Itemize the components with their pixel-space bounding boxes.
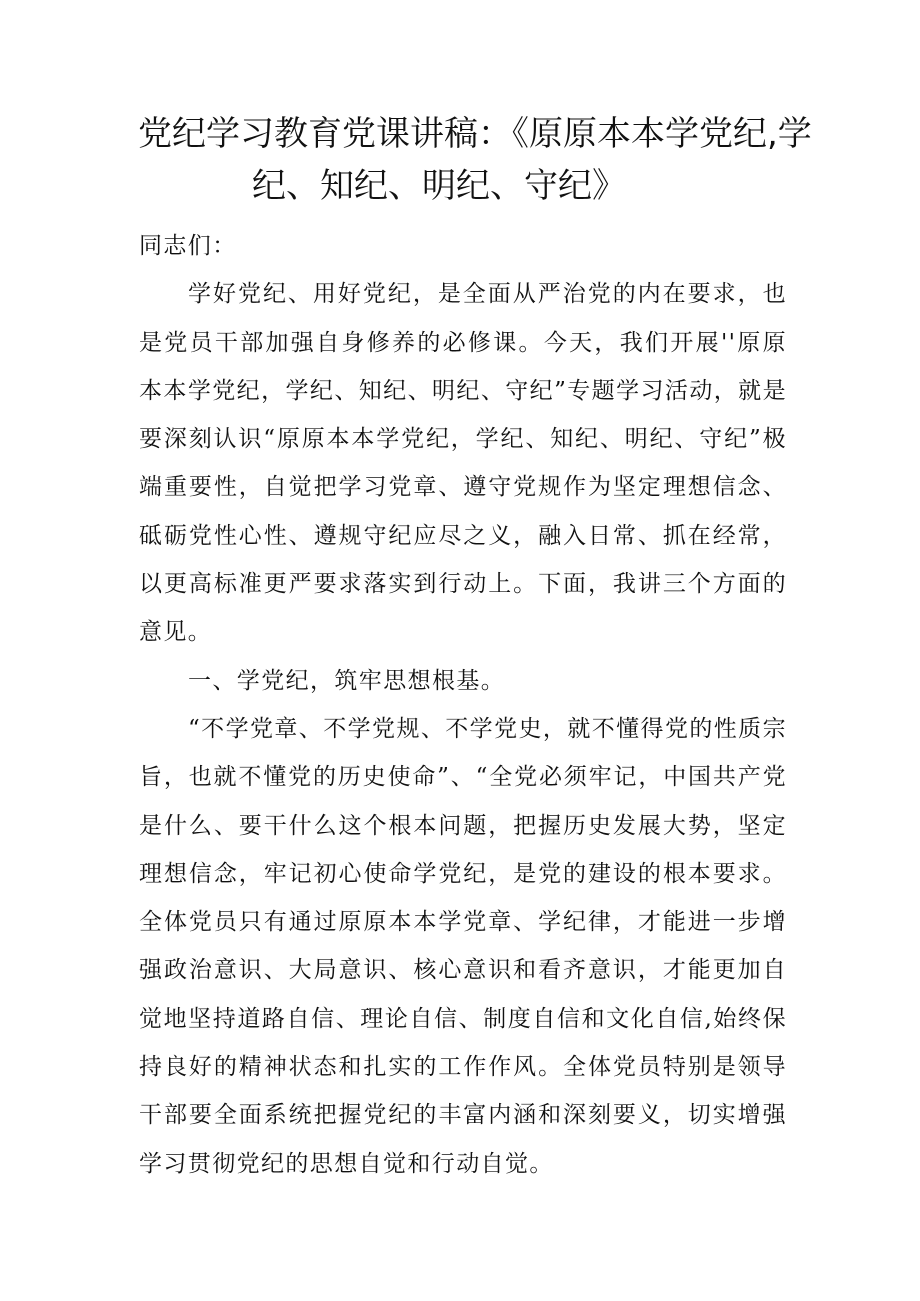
document-title [138,108,812,212]
title-line-2: 纪、知纪、明纪、守纪》 [252,166,626,206]
paragraph-section-1: “不学党章、不学党规、不学党史，就不懂得党的性质宗旨，也就不懂党的历史使命”、“全党必须牢记，中国共产党是什么、要干什么这个根本问题，把握历史发展大势，坚定理想信念，牢记初心使命学党纪，是党的建设的根本要求。全体党员只有通过原原本本学党章、学纪律，才能进一步增强政治意识、大局意识、核心意识和看齐意识，才能更加自觉地坚持道路自信、理论自信、制度自信和文化自信,始终保持良好的精神状态和扎实的工作作风。全体党员特别是领导干部要全面系统把握党纪的丰富内涵和深刻要义，切实增强学习贯彻党纪的思想自觉和行动自觉。 [139,715,787,1177]
salutation: 同志们： [139,233,237,259]
document-body [139,222,787,1188]
section-heading-1: 一、学党纪，筑牢思想根基。 [188,667,506,694]
paragraph-intro: 学好党纪、用好党纪，是全面从严治党的内在要求，也是党员干部加强自身修养的必修课。今天，我们开展''原原本本学党纪，学纪、知纪、明纪、守纪”专题学习活动，就是要深刻认识“原原本本学党纪，学纪、知纪、明纪、守纪”极端重要性，自觉把学习党章、遵守党规作为坚定理想信念、砥砺党性心性、遵规守纪应尽之义，融入日常、抓在经常，以更高标准更严要求落实到行动上。下面，我讲三个方面的意见。 [139,281,787,646]
title-line-1: 党纪学习教育党课讲稿：《原原本本学党纪,学 [138,114,812,154]
